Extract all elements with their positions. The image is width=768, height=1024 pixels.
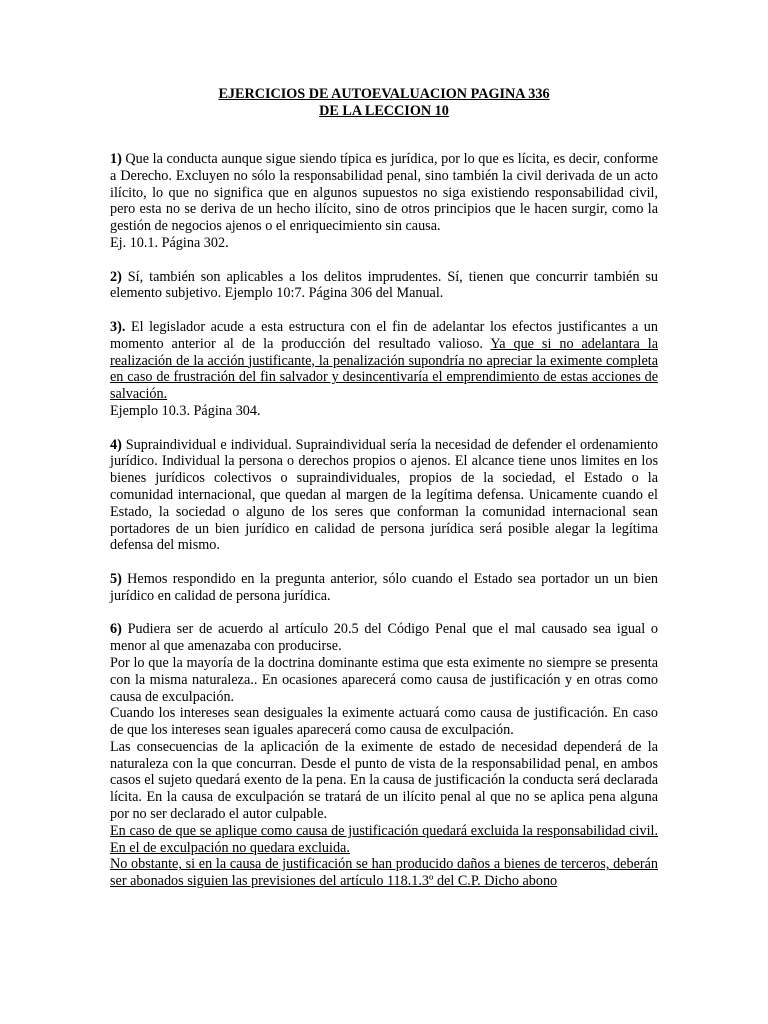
answer-2-text: Sí, también son aplicables a los delitos imprudentes. Sí, tienen que concurrir también su elemento subjetivo. Ejemplo 10:7. Página 306 del Manual. bbox=[110, 268, 658, 302]
answer-1-text: Que la conducta aunque sigue siendo típica es jurídica, por lo que es lícita, es decir, conforme a Derecho. Excluyen no sólo la responsabilidad penal, sino también la civil derivada de un acto ilícito, lo que no significa que en algunos supuestos no siga existiendo responsabilidad civil, pero esta no se deriva de un hecho ilícito, sino de otros principios que le hacen surgir, como la gestión de negocios ajenos o el enriquecimiento sin causa. bbox=[110, 151, 658, 235]
answer-4-number: 4) bbox=[110, 436, 122, 453]
answer-6-paragraph-2: Por lo que la mayoría de la doctrina dominante estima que esta eximente no siempre se presenta con la misma naturaleza.. En ocasiones aparecerá como causa de justificación y en otras como causa de exculpación. bbox=[110, 654, 658, 705]
title-line-2: DE LA LECCION 10 bbox=[319, 103, 449, 119]
answer-6-number: 6) bbox=[110, 621, 122, 638]
answer-6-paragraph-5: En caso de que se aplique como causa de justificación quedará excluida la responsabilidad civil. En el de exculpación no quedara excluida. bbox=[110, 822, 658, 856]
answer-2 bbox=[110, 269, 658, 303]
answer-3-text: El legislador acude a esta estructura con el fin de adelantar los efectos justificantes a un momento anterior al de la producción del resultado valioso. bbox=[110, 318, 658, 352]
answer-4-text: Supraindividual e individual. Supraindividual sería la necesidad de defender el ordenamiento jurídico. Individual la persona o derechos propios o ajenos. El alcance tiene unos limites en los bienes jurídicos colectivos o supraindividuales, propios de la sociedad, el Estado o la comunidad internacional, que quedan al margen de la legítima defensa. Unicamente cuando el Estado, la sociedad o alguno de los seres que conforman la comunidad internacional sean portadores de un bien jurídico en calidad de persona jurídica será posible alegar la legítima defensa del mismo. bbox=[110, 436, 658, 554]
answer-6 bbox=[110, 621, 658, 655]
answer-3-number: 3). bbox=[110, 318, 126, 335]
answer-2-number: 2) bbox=[110, 268, 122, 285]
answer-3-underlined-text: Ya que si no adelantara la realización de la acción justificante, la penalización supondría no apreciar la eximente completa en caso de frustración del fin salvador y desincentivaría el emprendimiento de estas acciones de salvación. bbox=[110, 335, 658, 403]
answer-1 bbox=[110, 151, 658, 235]
answer-6-paragraph-3: Cuando los intereses sean desiguales la eximente actuará como causa de justificación. En caso de que los intereses sean iguales aparecerá como causa de exculpación. bbox=[110, 705, 658, 739]
answer-3 bbox=[110, 319, 658, 403]
answer-5-number: 5) bbox=[110, 570, 122, 587]
document-body bbox=[110, 151, 658, 890]
title-line-1: EJERCICIOS DE AUTOEVALUACION PAGINA 336 bbox=[218, 86, 550, 102]
answer-4 bbox=[110, 437, 658, 555]
answer-6-text: Pudiera ser de acuerdo al artículo 20.5 del Código Penal que el mal causado sea igual o menor al que amenazaba con producirse. bbox=[110, 621, 658, 655]
answer-5-text: Hemos respondido en la pregunta anterior, sólo cuando el Estado sea portador un un bien jurídico en calidad de persona jurídica. bbox=[110, 570, 658, 604]
answer-6-paragraph-4: Las consecuencias de la aplicación de la eximente de estado de necesidad dependerá de la naturaleza con la que concurran. Desde el punto de vista de la responsabilidad penal, en ambos casos el sujeto quedará exento de la pena. En la causa de justificación la conducta será declarada lícita. En la causa de exculpación se tratará de un ilícito penal al que no se aplica pena alguna por no ser declarado el autor culpable. bbox=[110, 738, 658, 823]
answer-1-reference: Ej. 10.1. Página 302. bbox=[110, 234, 229, 251]
answer-5 bbox=[110, 571, 658, 605]
answer-6-paragraph-6: No obstante, si en la causa de justificación se han producido daños a bienes de terceros, deberán ser abonados siguien las previsiones del artículo 118.1.3º del C.P. Dicho abono bbox=[110, 856, 658, 890]
document-title bbox=[0, 86, 768, 120]
answer-3-reference: Ejemplo 10.3. Página 304. bbox=[110, 402, 261, 419]
answer-1-number: 1) bbox=[110, 151, 122, 167]
